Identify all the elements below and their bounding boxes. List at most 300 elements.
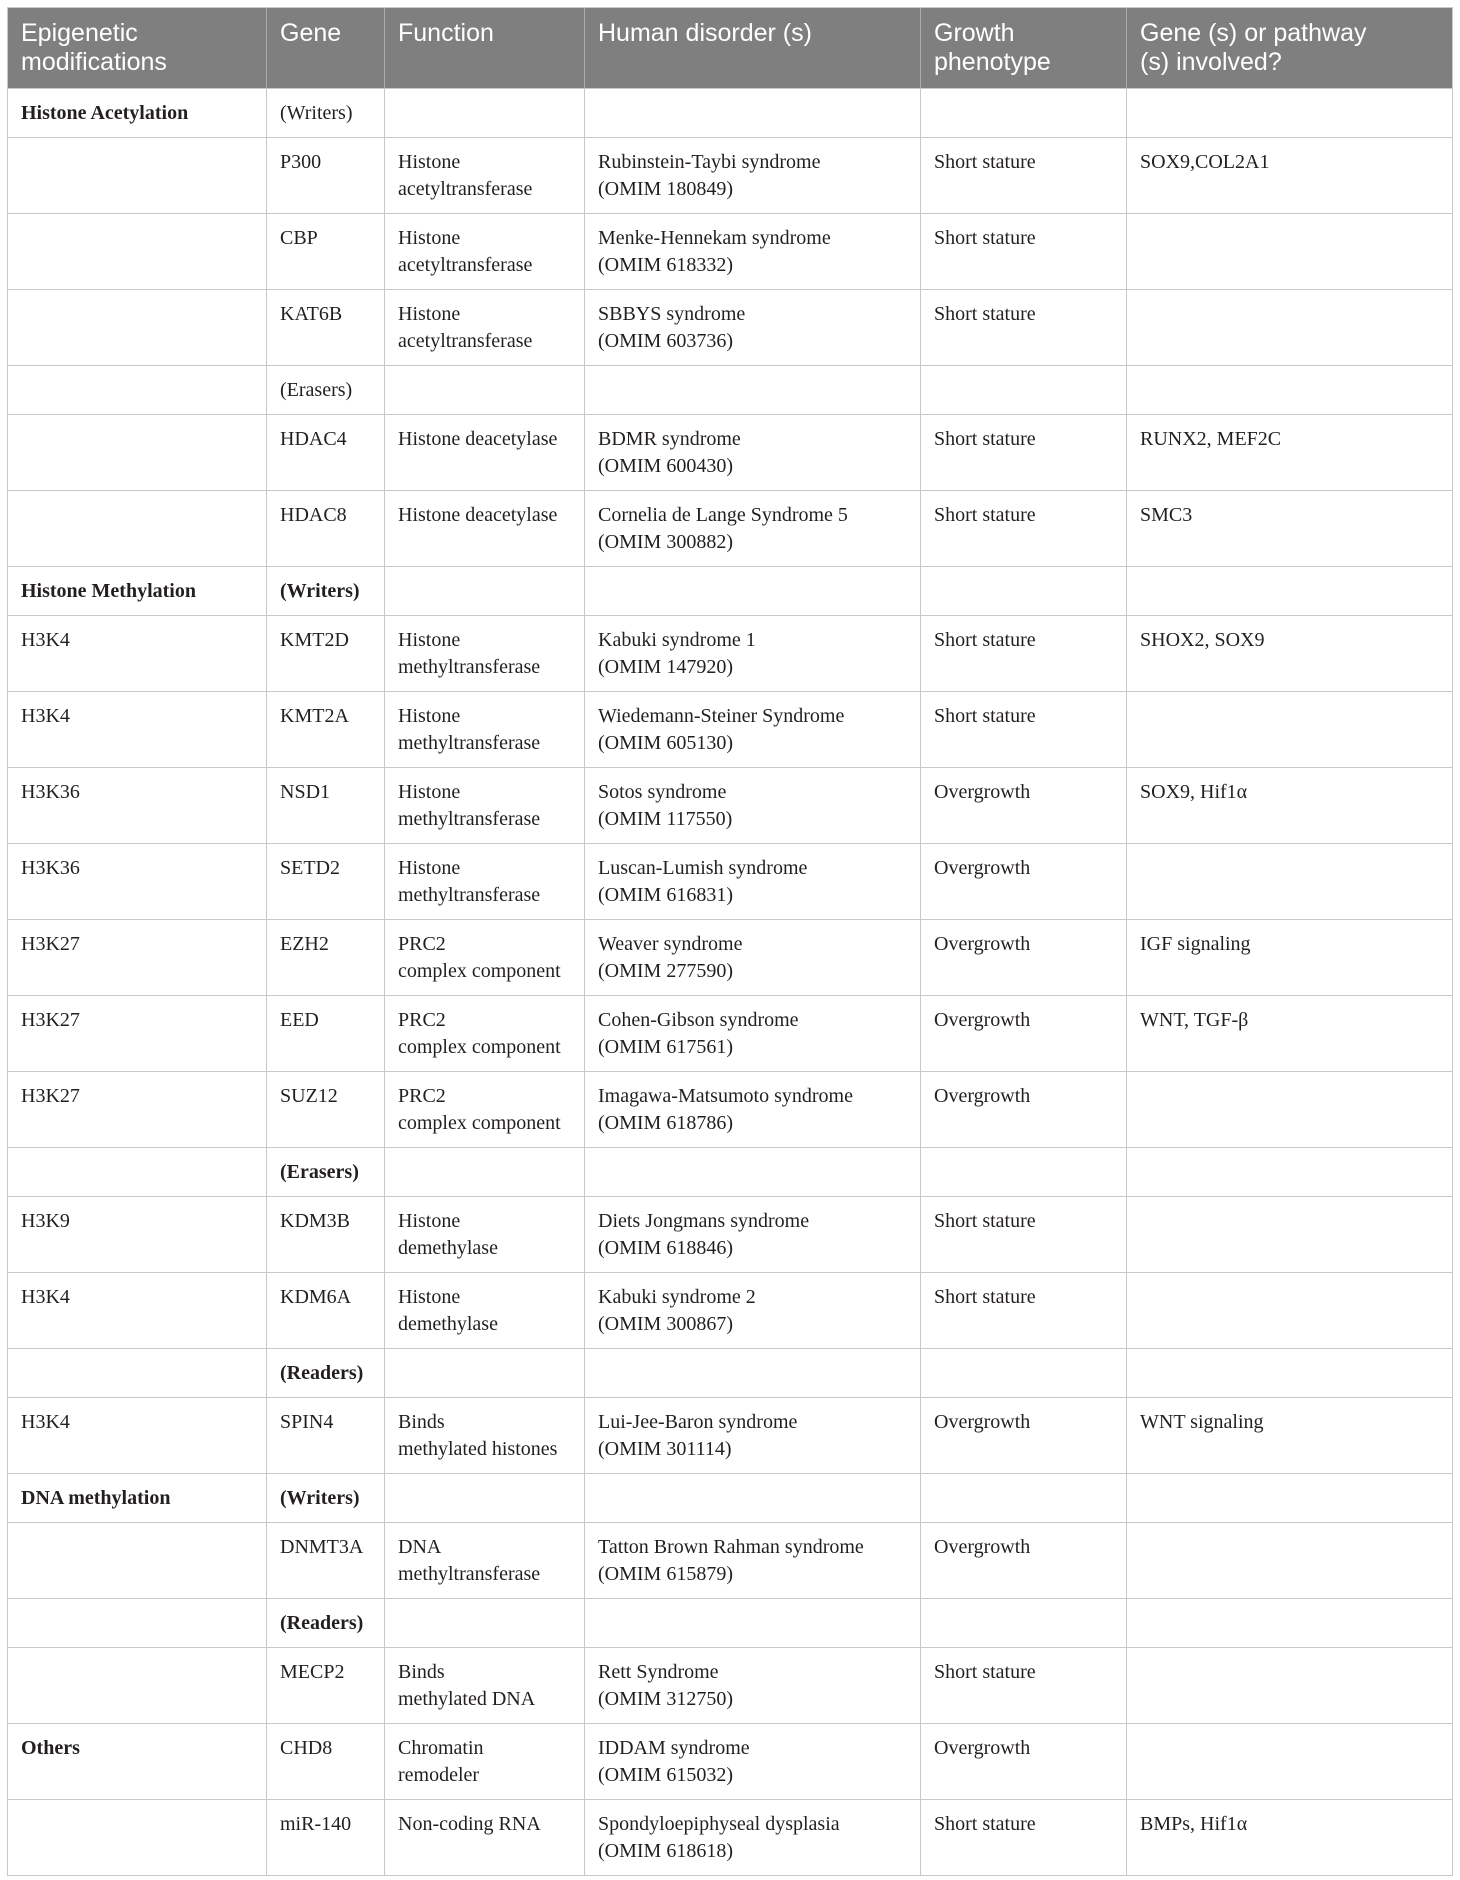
cell-modification: [8, 89, 267, 137]
epigenetics-table: [7, 7, 1453, 1876]
cell-text: methyltransferase: [398, 656, 541, 678]
cell-text: Histone: [398, 1210, 461, 1232]
cell-text: Overgrowth: [934, 1411, 1031, 1433]
table-row: [8, 996, 1453, 1072]
cell-disorder: [585, 1349, 921, 1397]
cell-phenotype: [921, 1349, 1127, 1397]
cell-text: Short stature: [934, 227, 1036, 249]
cell-text: (OMIM 277590): [598, 960, 733, 982]
cell-text: Short stature: [934, 1286, 1036, 1308]
cell-pathway: [1127, 692, 1453, 767]
cell-text: Histone: [398, 151, 461, 173]
table-row: [8, 1349, 1453, 1398]
cell-phenotype: [921, 366, 1127, 414]
cell-function: [385, 1273, 585, 1348]
cell-text: methylated DNA: [398, 1688, 536, 1710]
cell-text: Chromatin: [398, 1737, 484, 1759]
cell-function: [385, 1523, 585, 1598]
cell-text: (OMIM 617561): [598, 1036, 733, 1058]
table-header-row: [8, 8, 1453, 89]
cell-text: (OMIM 147920): [598, 656, 733, 678]
table-row: [8, 616, 1453, 692]
cell-text: HDAC8: [280, 504, 347, 526]
cell-text: methyltransferase: [398, 884, 541, 906]
cell-text: KMT2A: [280, 705, 349, 727]
cell-gene: [267, 1800, 385, 1875]
cell-text: P300: [280, 151, 322, 173]
cell-text: Short stature: [934, 303, 1036, 325]
cell-text: Short stature: [934, 1661, 1036, 1683]
cell-gene: [267, 1148, 385, 1196]
cell-text: Luscan-Lumish syndrome: [598, 857, 808, 879]
cell-text: methyltransferase: [398, 808, 541, 830]
cell-function: [385, 214, 585, 289]
cell-modification: [8, 491, 267, 566]
cell-modification: [8, 616, 267, 691]
cell-function: [385, 920, 585, 995]
cell-text: (Readers): [280, 1362, 364, 1384]
cell-pathway: [1127, 768, 1453, 843]
cell-text: Overgrowth: [934, 1085, 1031, 1107]
cell-text: (OMIM 616831): [598, 884, 733, 906]
cell-modification: [8, 1800, 267, 1875]
cell-text: Histone deacetylase: [398, 428, 558, 450]
cell-disorder: [585, 1523, 921, 1598]
cell-modification: [8, 1724, 267, 1799]
table-row: [8, 1648, 1453, 1724]
cell-function: [385, 567, 585, 615]
cell-text: H3K27: [21, 933, 80, 955]
cell-modification: [8, 1072, 267, 1147]
cell-phenotype: [921, 1474, 1127, 1522]
cell-text: MECP2: [280, 1661, 345, 1683]
cell-function: [385, 1072, 585, 1147]
cell-disorder: [585, 1474, 921, 1522]
cell-disorder: [585, 920, 921, 995]
cell-function: [385, 1724, 585, 1799]
cell-text: (OMIM 605130): [598, 732, 733, 754]
cell-text: (OMIM 615879): [598, 1563, 733, 1585]
cell-text: Short stature: [934, 629, 1036, 651]
cell-text: (Erasers): [280, 1161, 359, 1183]
cell-text: Diets Jongmans syndrome: [598, 1210, 810, 1232]
cell-modification: [8, 290, 267, 365]
cell-text: Wiedemann-Steiner Syndrome: [598, 705, 845, 727]
cell-text: H3K4: [21, 705, 70, 727]
cell-phenotype: [921, 89, 1127, 137]
cell-phenotype: [921, 491, 1127, 566]
cell-text: PRC2: [398, 1009, 446, 1031]
cell-text: Kabuki syndrome 1: [598, 629, 756, 651]
cell-disorder: [585, 567, 921, 615]
cell-function: [385, 844, 585, 919]
cell-pathway: [1127, 1273, 1453, 1348]
cell-modification: [8, 214, 267, 289]
cell-text: PRC2: [398, 1085, 446, 1107]
cell-text: Histone Methylation: [21, 580, 196, 602]
cell-modification: [8, 1599, 267, 1647]
cell-text: remodeler: [398, 1764, 480, 1786]
cell-text: Lui-Jee-Baron syndrome: [598, 1411, 798, 1433]
column-header-phenotype: [921, 8, 1127, 88]
table-row: [8, 1599, 1453, 1648]
table-row: [8, 415, 1453, 491]
cell-phenotype: [921, 415, 1127, 490]
cell-text: Sotos syndrome: [598, 781, 727, 803]
cell-pathway: [1127, 1648, 1453, 1723]
cell-text: methyltransferase: [398, 1563, 541, 1585]
cell-modification: [8, 844, 267, 919]
cell-function: [385, 1599, 585, 1647]
cell-text: KDM6A: [280, 1286, 352, 1308]
cell-text: (OMIM 117550): [598, 808, 733, 830]
cell-pathway: [1127, 1398, 1453, 1473]
cell-disorder: [585, 844, 921, 919]
cell-text: Rubinstein-Taybi syndrome: [598, 151, 821, 173]
cell-text: H3K4: [21, 1411, 70, 1433]
cell-gene: [267, 692, 385, 767]
cell-phenotype: [921, 1197, 1127, 1272]
cell-modification: [8, 768, 267, 843]
cell-text: (Writers): [280, 102, 353, 124]
cell-function: [385, 768, 585, 843]
table-row: [8, 920, 1453, 996]
cell-text: IGF signaling: [1140, 933, 1251, 955]
column-header-pathway: [1127, 8, 1453, 88]
cell-function: [385, 89, 585, 137]
cell-text: BMPs, Hif1α: [1140, 1813, 1248, 1835]
cell-text: Histone: [398, 1286, 461, 1308]
cell-text: Histone: [398, 629, 461, 651]
cell-function: [385, 1398, 585, 1473]
cell-pathway: [1127, 366, 1453, 414]
cell-text: (OMIM 600430): [598, 455, 733, 477]
cell-modification: [8, 1197, 267, 1272]
column-header-text: (s) involved?: [1140, 48, 1282, 76]
cell-pathway: [1127, 567, 1453, 615]
column-header-text: phenotype: [934, 48, 1051, 76]
cell-text: Binds: [398, 1661, 445, 1683]
cell-function: [385, 138, 585, 213]
cell-text: Overgrowth: [934, 933, 1031, 955]
cell-phenotype: [921, 1148, 1127, 1196]
cell-text: IDDAM syndrome: [598, 1737, 750, 1759]
cell-phenotype: [921, 1072, 1127, 1147]
cell-text: (OMIM 300882): [598, 531, 733, 553]
cell-gene: [267, 1398, 385, 1473]
cell-phenotype: [921, 920, 1127, 995]
column-header-text: Gene: [280, 19, 342, 47]
cell-text: Overgrowth: [934, 781, 1031, 803]
cell-gene: [267, 1724, 385, 1799]
cell-text: Cohen-Gibson syndrome: [598, 1009, 799, 1031]
cell-pathway: [1127, 214, 1453, 289]
cell-modification: [8, 1148, 267, 1196]
cell-text: methylated histones: [398, 1438, 558, 1460]
cell-pathway: [1127, 920, 1453, 995]
cell-text: demethylase: [398, 1313, 498, 1335]
cell-text: DNA methylation: [21, 1487, 171, 1509]
column-header-text: Human disorder (s): [598, 19, 812, 47]
column-header-text: Function: [398, 19, 494, 47]
cell-pathway: [1127, 415, 1453, 490]
cell-text: SETD2: [280, 857, 340, 879]
cell-text: H3K9: [21, 1210, 70, 1232]
table-row: [8, 692, 1453, 768]
cell-text: SOX9, Hif1α: [1140, 781, 1248, 803]
cell-text: RUNX2, MEF2C: [1140, 428, 1282, 450]
cell-text: complex component: [398, 1036, 561, 1058]
cell-disorder: [585, 1648, 921, 1723]
cell-text: (OMIM 300867): [598, 1313, 733, 1335]
table-row: [8, 366, 1453, 415]
cell-text: Imagawa-Matsumoto syndrome: [598, 1085, 853, 1107]
cell-gene: [267, 1474, 385, 1522]
cell-text: demethylase: [398, 1237, 498, 1259]
cell-text: Histone Acetylation: [21, 102, 189, 124]
cell-text: Short stature: [934, 428, 1036, 450]
cell-modification: [8, 920, 267, 995]
cell-modification: [8, 366, 267, 414]
cell-function: [385, 491, 585, 566]
cell-function: [385, 366, 585, 414]
table-row: [8, 138, 1453, 214]
cell-disorder: [585, 290, 921, 365]
table-row: [8, 1724, 1453, 1800]
cell-text: SMC3: [1140, 504, 1193, 526]
cell-pathway: [1127, 1599, 1453, 1647]
table-row: [8, 1800, 1453, 1876]
cell-function: [385, 616, 585, 691]
cell-text: CBP: [280, 227, 318, 249]
cell-text: Histone: [398, 705, 461, 727]
cell-text: (Writers): [280, 580, 360, 602]
cell-gene: [267, 138, 385, 213]
column-header-text: modifications: [21, 48, 167, 76]
cell-text: NSD1: [280, 781, 331, 803]
cell-gene: [267, 1523, 385, 1598]
table-row: [8, 1072, 1453, 1148]
cell-disorder: [585, 214, 921, 289]
cell-phenotype: [921, 616, 1127, 691]
cell-pathway: [1127, 1800, 1453, 1875]
cell-disorder: [585, 1072, 921, 1147]
table-row: [8, 491, 1453, 567]
cell-disorder: [585, 1724, 921, 1799]
cell-gene: [267, 1273, 385, 1348]
cell-text: methyltransferase: [398, 732, 541, 754]
cell-phenotype: [921, 996, 1127, 1071]
cell-pathway: [1127, 1474, 1453, 1522]
cell-function: [385, 1197, 585, 1272]
cell-text: PRC2: [398, 933, 446, 955]
cell-modification: [8, 1349, 267, 1397]
cell-text: SPIN4: [280, 1411, 334, 1433]
cell-phenotype: [921, 290, 1127, 365]
cell-gene: [267, 491, 385, 566]
table-row: [8, 567, 1453, 616]
cell-gene: [267, 768, 385, 843]
cell-text: complex component: [398, 960, 561, 982]
cell-text: acetyltransferase: [398, 254, 533, 276]
cell-text: EED: [280, 1009, 319, 1031]
cell-modification: [8, 1523, 267, 1598]
cell-text: HDAC4: [280, 428, 347, 450]
cell-text: Others: [21, 1737, 80, 1759]
cell-text: SOX9,COL2A1: [1140, 151, 1270, 173]
cell-pathway: [1127, 996, 1453, 1071]
column-header-text: Epigenetic: [21, 19, 138, 47]
cell-text: H3K27: [21, 1009, 80, 1031]
cell-text: H3K36: [21, 781, 80, 803]
table-row: [8, 1273, 1453, 1349]
cell-text: BDMR syndrome: [598, 428, 741, 450]
cell-gene: [267, 1599, 385, 1647]
column-header-text: Growth: [934, 19, 1015, 47]
cell-text: Menke-Hennekam syndrome: [598, 227, 831, 249]
cell-disorder: [585, 415, 921, 490]
cell-text: H3K27: [21, 1085, 80, 1107]
cell-text: (OMIM 618618): [598, 1840, 733, 1862]
cell-text: Spondyloepiphyseal dysplasia: [598, 1813, 840, 1835]
cell-text: KAT6B: [280, 303, 343, 325]
cell-phenotype: [921, 1523, 1127, 1598]
cell-text: SBBYS syndrome: [598, 303, 746, 325]
cell-disorder: [585, 1398, 921, 1473]
cell-gene: [267, 214, 385, 289]
cell-function: [385, 1648, 585, 1723]
cell-function: [385, 415, 585, 490]
cell-pathway: [1127, 616, 1453, 691]
cell-text: DNA: [398, 1536, 442, 1558]
cell-disorder: [585, 138, 921, 213]
cell-function: [385, 1148, 585, 1196]
cell-disorder: [585, 616, 921, 691]
cell-phenotype: [921, 1273, 1127, 1348]
cell-text: (Writers): [280, 1487, 360, 1509]
cell-phenotype: [921, 692, 1127, 767]
cell-text: (OMIM 180849): [598, 178, 733, 200]
cell-gene: [267, 844, 385, 919]
cell-text: (Erasers): [280, 379, 353, 401]
cell-text: complex component: [398, 1112, 561, 1134]
cell-gene: [267, 616, 385, 691]
cell-function: [385, 1349, 585, 1397]
cell-function: [385, 290, 585, 365]
cell-text: Tatton Brown Rahman syndrome: [598, 1536, 864, 1558]
cell-gene: [267, 920, 385, 995]
cell-disorder: [585, 692, 921, 767]
cell-disorder: [585, 491, 921, 566]
cell-text: KMT2D: [280, 629, 349, 651]
cell-pathway: [1127, 1724, 1453, 1799]
cell-phenotype: [921, 1724, 1127, 1799]
cell-text: Overgrowth: [934, 857, 1031, 879]
cell-pathway: [1127, 1197, 1453, 1272]
table-row: [8, 214, 1453, 290]
cell-modification: [8, 1398, 267, 1473]
cell-disorder: [585, 996, 921, 1071]
table-row: [8, 768, 1453, 844]
cell-text: Kabuki syndrome 2: [598, 1286, 756, 1308]
cell-gene: [267, 1072, 385, 1147]
cell-phenotype: [921, 1648, 1127, 1723]
cell-text: (OMIM 603736): [598, 330, 733, 352]
column-header-modification: [8, 8, 267, 88]
cell-text: EZH2: [280, 933, 329, 955]
cell-text: miR-140: [280, 1813, 352, 1835]
cell-disorder: [585, 1800, 921, 1875]
cell-text: H3K4: [21, 629, 70, 651]
cell-pathway: [1127, 89, 1453, 137]
cell-disorder: [585, 89, 921, 137]
cell-pathway: [1127, 1072, 1453, 1147]
cell-phenotype: [921, 1599, 1127, 1647]
cell-phenotype: [921, 214, 1127, 289]
cell-text: Short stature: [934, 705, 1036, 727]
cell-gene: [267, 366, 385, 414]
cell-text: H3K4: [21, 1286, 70, 1308]
cell-disorder: [585, 1273, 921, 1348]
cell-text: Binds: [398, 1411, 445, 1433]
cell-gene: [267, 996, 385, 1071]
cell-text: Rett Syndrome: [598, 1661, 719, 1683]
cell-text: (OMIM 618786): [598, 1112, 733, 1134]
cell-text: DNMT3A: [280, 1536, 364, 1558]
table-row: [8, 1148, 1453, 1197]
cell-pathway: [1127, 1148, 1453, 1196]
table-row: [8, 1398, 1453, 1474]
table-row: [8, 1197, 1453, 1273]
cell-gene: [267, 1349, 385, 1397]
cell-modification: [8, 1648, 267, 1723]
cell-text: SHOX2, SOX9: [1140, 629, 1265, 651]
cell-function: [385, 1474, 585, 1522]
cell-disorder: [585, 366, 921, 414]
cell-text: (OMIM 615032): [598, 1764, 733, 1786]
cell-text: (OMIM 312750): [598, 1688, 733, 1710]
column-header-gene: [267, 8, 385, 88]
cell-text: Short stature: [934, 151, 1036, 173]
cell-pathway: [1127, 290, 1453, 365]
cell-text: Histone: [398, 857, 461, 879]
table-row: [8, 1474, 1453, 1523]
cell-gene: [267, 89, 385, 137]
cell-gene: [267, 1197, 385, 1272]
cell-text: Overgrowth: [934, 1536, 1031, 1558]
table-row: [8, 290, 1453, 366]
cell-pathway: [1127, 844, 1453, 919]
cell-modification: [8, 567, 267, 615]
cell-disorder: [585, 1197, 921, 1272]
cell-function: [385, 1800, 585, 1875]
cell-text: Non-coding RNA: [398, 1813, 541, 1835]
cell-text: KDM3B: [280, 1210, 351, 1232]
cell-pathway: [1127, 491, 1453, 566]
cell-text: Histone: [398, 781, 461, 803]
cell-text: Short stature: [934, 1813, 1036, 1835]
cell-modification: [8, 692, 267, 767]
table-row: [8, 1523, 1453, 1599]
cell-function: [385, 996, 585, 1071]
cell-pathway: [1127, 1523, 1453, 1598]
cell-text: Histone: [398, 303, 461, 325]
cell-text: Histone deacetylase: [398, 504, 558, 526]
cell-pathway: [1127, 1349, 1453, 1397]
cell-phenotype: [921, 567, 1127, 615]
cell-disorder: [585, 768, 921, 843]
cell-text: CHD8: [280, 1737, 333, 1759]
